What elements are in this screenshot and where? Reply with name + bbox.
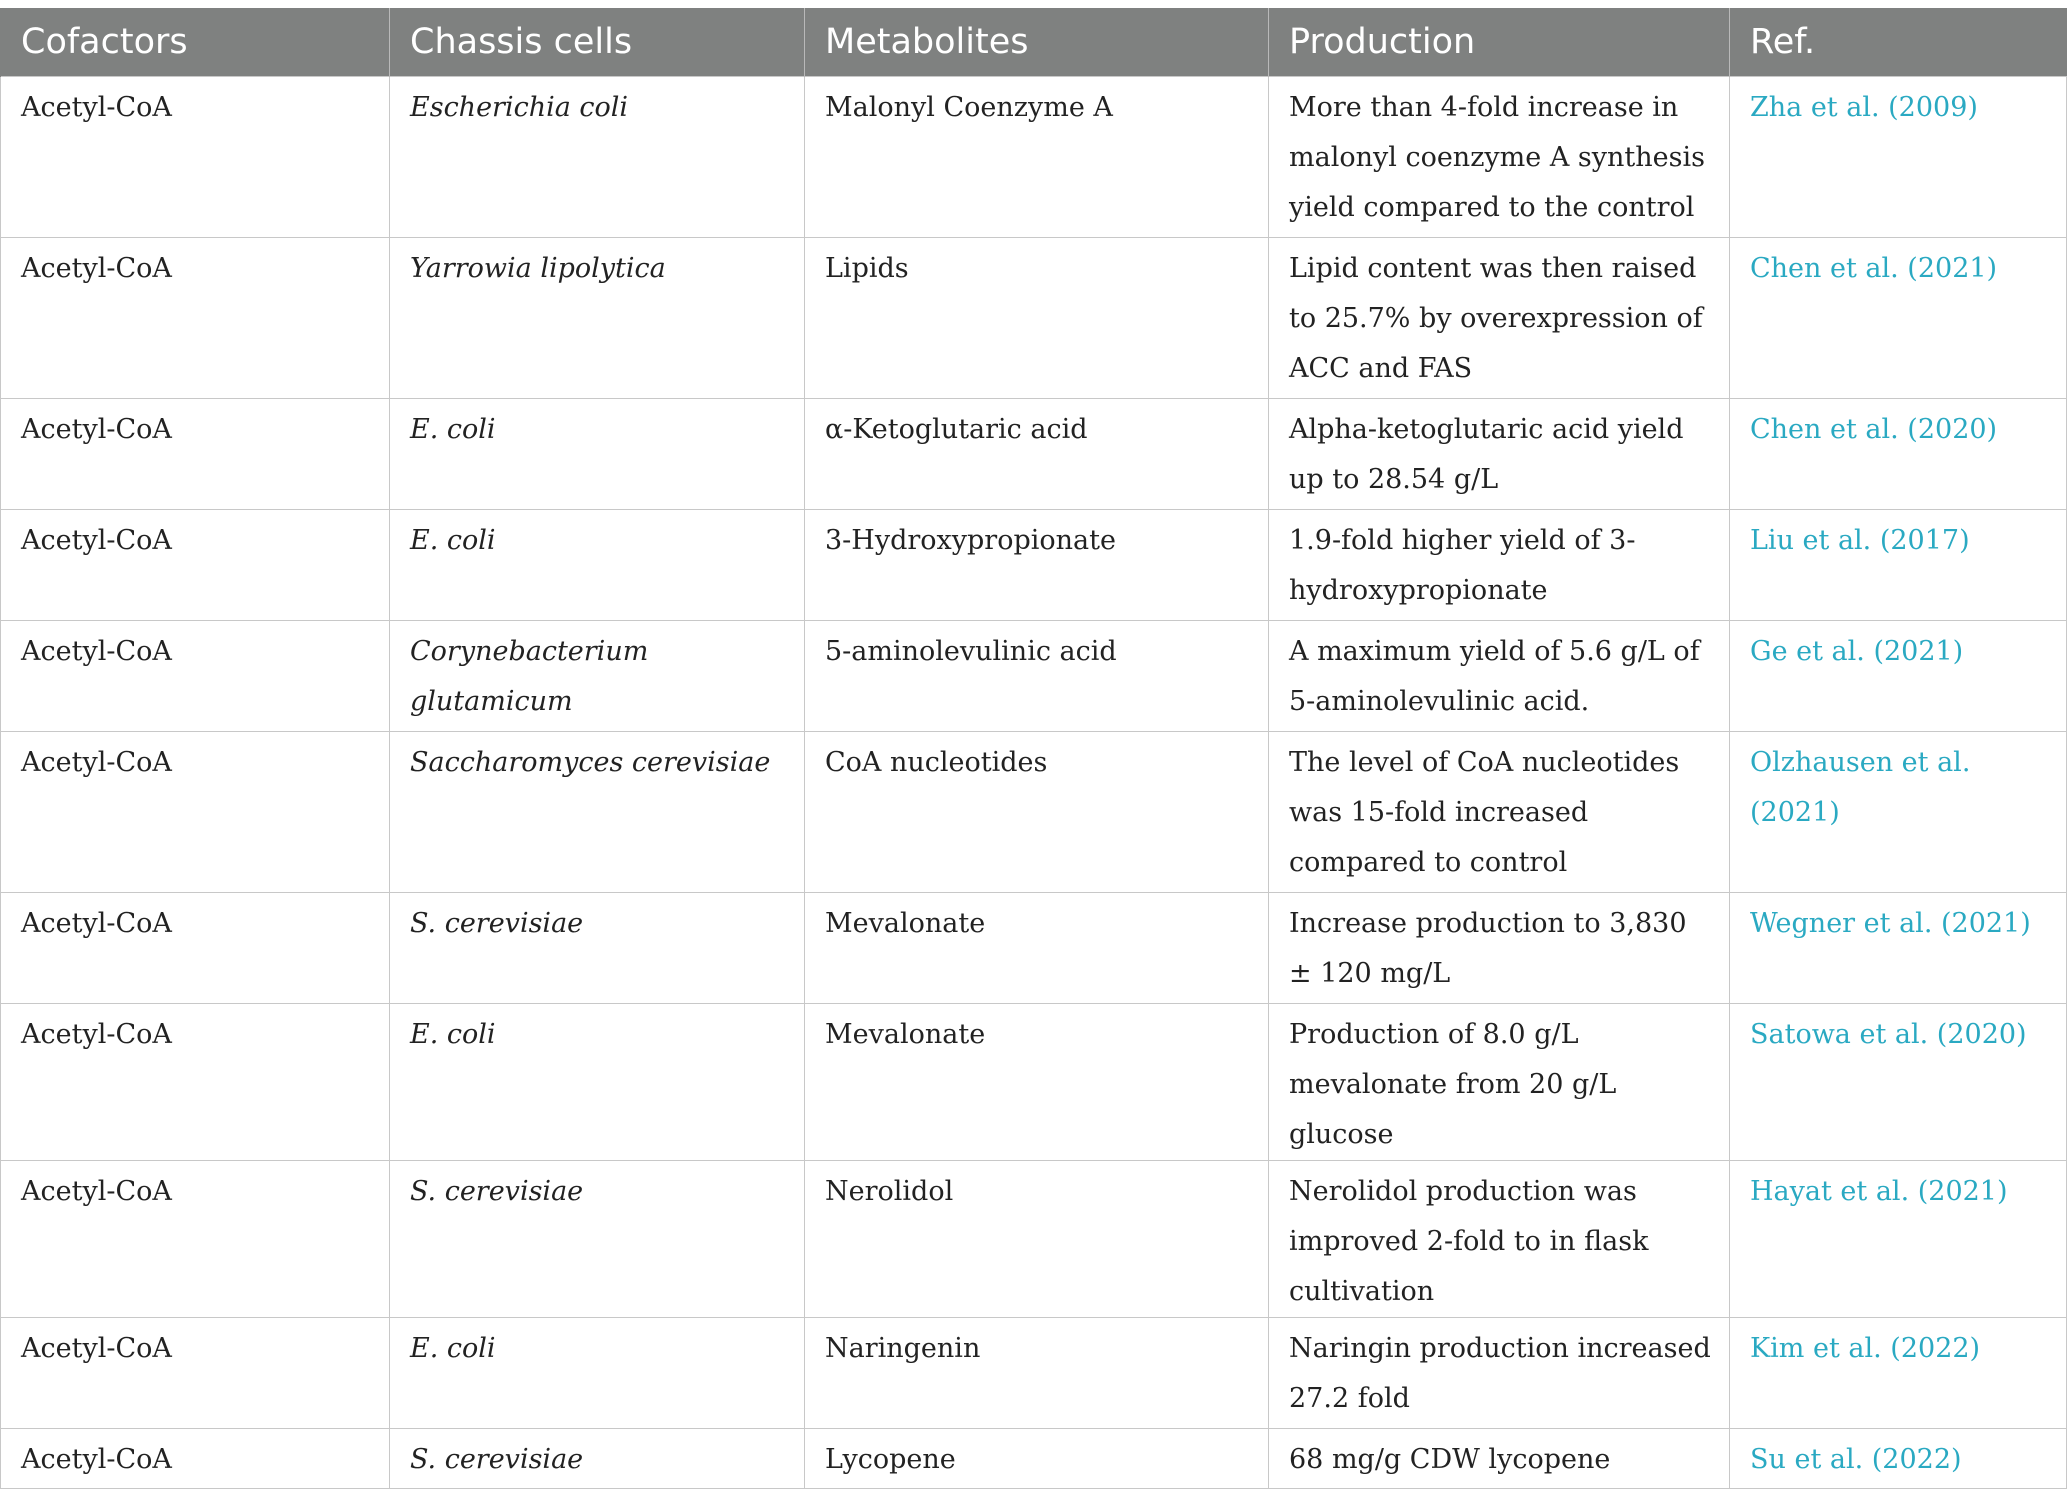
cofactor-cell: Acetyl-CoA [1,77,390,238]
cofactor-cell: Acetyl-CoA [1,238,390,399]
production-cell: Production of 8.0 g/L mevalonate from 20 g/L glucose [1269,1004,1730,1161]
header-ref: Ref. [1730,8,2067,77]
cofactor-cell: Acetyl-CoA [1,510,390,621]
ref-link[interactable]: Kim et al. (2022) [1730,1318,2067,1429]
metabolite-cell: CoA nucleotides [805,732,1269,893]
table-row [1,238,2067,399]
table-row [1,732,2067,893]
header-metabolites: Metabolites [805,8,1269,77]
metabolite-cell: Lipids [805,238,1269,399]
table-row [1,621,2067,732]
production-cell: Increase production to 3,830 ± 120 mg/L [1269,893,1730,1004]
ref-link[interactable]: Satowa et al. (2020) [1730,1004,2067,1161]
metabolite-cell: Nerolidol [805,1161,1269,1318]
metabolite-cell: α-Ketoglutaric acid [805,399,1269,510]
metabolite-cell: Naringenin [805,1318,1269,1429]
cofactor-table [0,8,2067,1489]
chassis-cell: Yarrowia lipolytica [390,238,805,399]
ref-link[interactable]: Olzhausen et al. (2021) [1730,732,2067,893]
ref-link[interactable]: Chen et al. (2021) [1730,238,2067,399]
metabolite-cell: 5-aminolevulinic acid [805,621,1269,732]
table-row [1,1161,2067,1318]
chassis-cell: S. cerevisiae [390,893,805,1004]
chassis-cell: E. coli [390,399,805,510]
ref-link[interactable]: Wegner et al. (2021) [1730,893,2067,1004]
chassis-cell: E. coli [390,1318,805,1429]
header-cofactors: Cofactors [1,8,390,77]
metabolite-cell: Malonyl Coenzyme A [805,77,1269,238]
cofactor-cell: Acetyl-CoA [1,1004,390,1161]
cofactor-cell: Acetyl-CoA [1,621,390,732]
table-row [1,1318,2067,1429]
production-cell: Alpha-ketoglutaric acid yield up to 28.54 g/L [1269,399,1730,510]
cofactor-cell: Acetyl-CoA [1,399,390,510]
ref-link[interactable]: Ge et al. (2021) [1730,621,2067,732]
chassis-cell: Escherichia coli [390,77,805,238]
production-cell: 68 mg/g CDW lycopene [1269,1429,1730,1489]
table-row [1,1429,2067,1489]
chassis-cell: Corynebacterium glutamicum [390,621,805,732]
metabolite-cell: Mevalonate [805,893,1269,1004]
table-row [1,893,2067,1004]
ref-link[interactable]: Zha et al. (2009) [1730,77,2067,238]
table-row [1,399,2067,510]
header-chassis-cells: Chassis cells [390,8,805,77]
chassis-cell: E. coli [390,510,805,621]
table-row [1,510,2067,621]
metabolite-cell: 3-Hydroxypropionate [805,510,1269,621]
ref-link[interactable]: Liu et al. (2017) [1730,510,2067,621]
production-cell: Nerolidol production was improved 2-fold to in flask cultivation [1269,1161,1730,1318]
production-cell: The level of CoA nucleotides was 15-fold increased compared to control [1269,732,1730,893]
metabolite-cell: Mevalonate [805,1004,1269,1161]
cofactor-cell: Acetyl-CoA [1,893,390,1004]
ref-link[interactable]: Chen et al. (2020) [1730,399,2067,510]
production-cell: Lipid content was then raised to 25.7% by overexpression of ACC and FAS [1269,238,1730,399]
table-row [1,77,2067,238]
production-cell: Naringin production increased 27.2 fold [1269,1318,1730,1429]
chassis-cell: Saccharomyces cerevisiae [390,732,805,893]
chassis-cell: S. cerevisiae [390,1161,805,1318]
production-cell: More than 4-fold increase in malonyl coenzyme A synthesis yield compared to the control [1269,77,1730,238]
production-cell: 1.9-fold higher yield of 3-hydroxypropionate [1269,510,1730,621]
cofactor-cell: Acetyl-CoA [1,732,390,893]
cofactor-cell: Acetyl-CoA [1,1161,390,1318]
ref-link[interactable]: Hayat et al. (2021) [1730,1161,2067,1318]
header-row [1,8,2067,77]
chassis-cell: S. cerevisiae [390,1429,805,1489]
production-cell: A maximum yield of 5.6 g/L of 5-aminolevulinic acid. [1269,621,1730,732]
ref-link[interactable]: Su et al. (2022) [1730,1429,2067,1489]
header-production: Production [1269,8,1730,77]
table-row [1,1004,2067,1161]
cofactor-cell: Acetyl-CoA [1,1429,390,1489]
metabolite-cell: Lycopene [805,1429,1269,1489]
chassis-cell: E. coli [390,1004,805,1161]
cofactor-cell: Acetyl-CoA [1,1318,390,1429]
